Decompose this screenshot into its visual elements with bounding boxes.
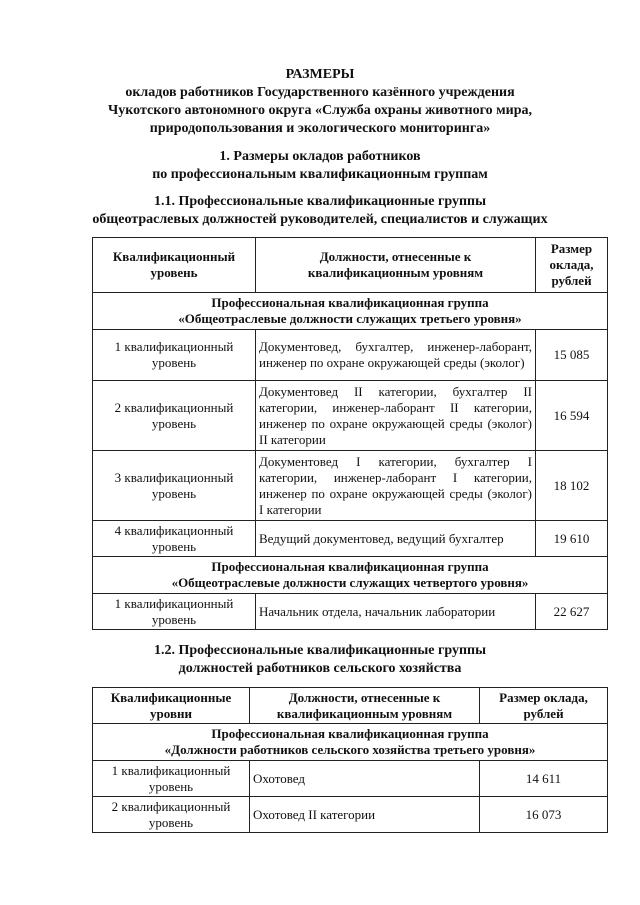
salary-cell: 16 594: [536, 381, 608, 451]
group-heading: Профессиональная квалификационная группа «Общеотраслевые должности служащих третьего уровня»: [93, 293, 608, 330]
level-cell: 1 квалификационный уровень: [93, 330, 256, 381]
header-level: Квалификационные уровни: [93, 688, 250, 724]
section-1-line-1: 1. Размеры окладов работников: [219, 149, 421, 164]
group-row: [93, 293, 608, 330]
table-row: [93, 761, 608, 797]
table-row: [93, 330, 608, 381]
salary-cell: 15 085: [536, 330, 608, 381]
level-cell: 2 квалификационный уровень: [93, 381, 256, 451]
title-line-2: окладов работников Государственного казённого учреждения: [125, 85, 515, 100]
level-cell: 3 квалификационный уровень: [93, 451, 256, 521]
header-positions: Должности, отнесенные к квалификационным уровням: [256, 238, 536, 293]
header-level: Квалификационный уровень: [93, 238, 256, 293]
document-title: [0, 66, 640, 138]
salary-cell: 16 073: [480, 797, 608, 833]
section-1-heading: [0, 148, 640, 184]
level-cell: 1 квалификационный уровень: [93, 594, 256, 630]
section-1-2-line-1: 1.2. Профессиональные квалификационные группы: [153, 643, 487, 658]
level-cell: 4 квалификационный уровень: [93, 521, 256, 557]
positions-cell: Ведущий документовед, ведущий бухгалтер: [256, 521, 536, 557]
title-line-4: природопользования и экологического мониторинга»: [149, 121, 491, 136]
salary-table-agriculture: [92, 687, 608, 833]
section-1-line-2: по профессиональным квалификационным группам: [152, 167, 488, 182]
salary-cell: 19 610: [536, 521, 608, 557]
title-line-3: Чукотского автономного округа «Служба охраны животного мира,: [108, 103, 532, 118]
salary-table-general: [92, 237, 608, 630]
group-row: [93, 557, 608, 594]
positions-cell: Документовед I категории, бухгалтер I категории, инженер-лаборант I категории, инженер по охране окружающей среды (эколог) I категории: [256, 451, 536, 521]
table-row: [93, 797, 608, 833]
header-positions: Должности, отнесенные к квалификационным уровням: [250, 688, 480, 724]
table-row: [93, 381, 608, 451]
salary-cell: 14 611: [480, 761, 608, 797]
section-1-2-line-2: должностей работников сельского хозяйства: [178, 661, 462, 676]
positions-cell: Начальник отдела, начальник лаборатории: [256, 594, 536, 630]
positions-cell: Охотовед II категории: [250, 797, 480, 833]
group-heading: Профессиональная квалификационная группа «Должности работников сельского хозяйства третьего уровня»: [93, 724, 608, 761]
table-row: [93, 451, 608, 521]
header-salary: Размер оклада, рублей: [480, 688, 608, 724]
positions-cell: Документовед, бухгалтер, инженер-лаборант, инженер по охране окружающей среды (эколог): [256, 330, 536, 381]
salary-cell: 18 102: [536, 451, 608, 521]
table-header-row: [93, 688, 608, 724]
table-row: [93, 521, 608, 557]
title-line-1: РАЗМЕРЫ: [285, 67, 355, 82]
positions-cell: Документовед II категории, бухгалтер II категории, инженер-лаборант II категории, инженер по охране окружающей среды (эколог) II категории: [256, 381, 536, 451]
section-1-1-heading: [0, 193, 640, 229]
section-1-1-line-1: 1.1. Профессиональные квалификационные группы: [153, 194, 487, 209]
table-row: [93, 594, 608, 630]
header-salary: Размер оклада, рублей: [536, 238, 608, 293]
table-header-row: [93, 238, 608, 293]
group-heading: Профессиональная квалификационная группа «Общеотраслевые должности служащих четвертого уровня»: [93, 557, 608, 594]
level-cell: 1 квалификационный уровень: [93, 761, 250, 797]
group-row: [93, 724, 608, 761]
level-cell: 2 квалификационный уровень: [93, 797, 250, 833]
section-1-1-line-2: общеотраслевых должностей руководителей, специалистов и служащих: [92, 212, 548, 227]
positions-cell: Охотовед: [250, 761, 480, 797]
section-1-2-heading: [0, 642, 640, 678]
salary-cell: 22 627: [536, 594, 608, 630]
